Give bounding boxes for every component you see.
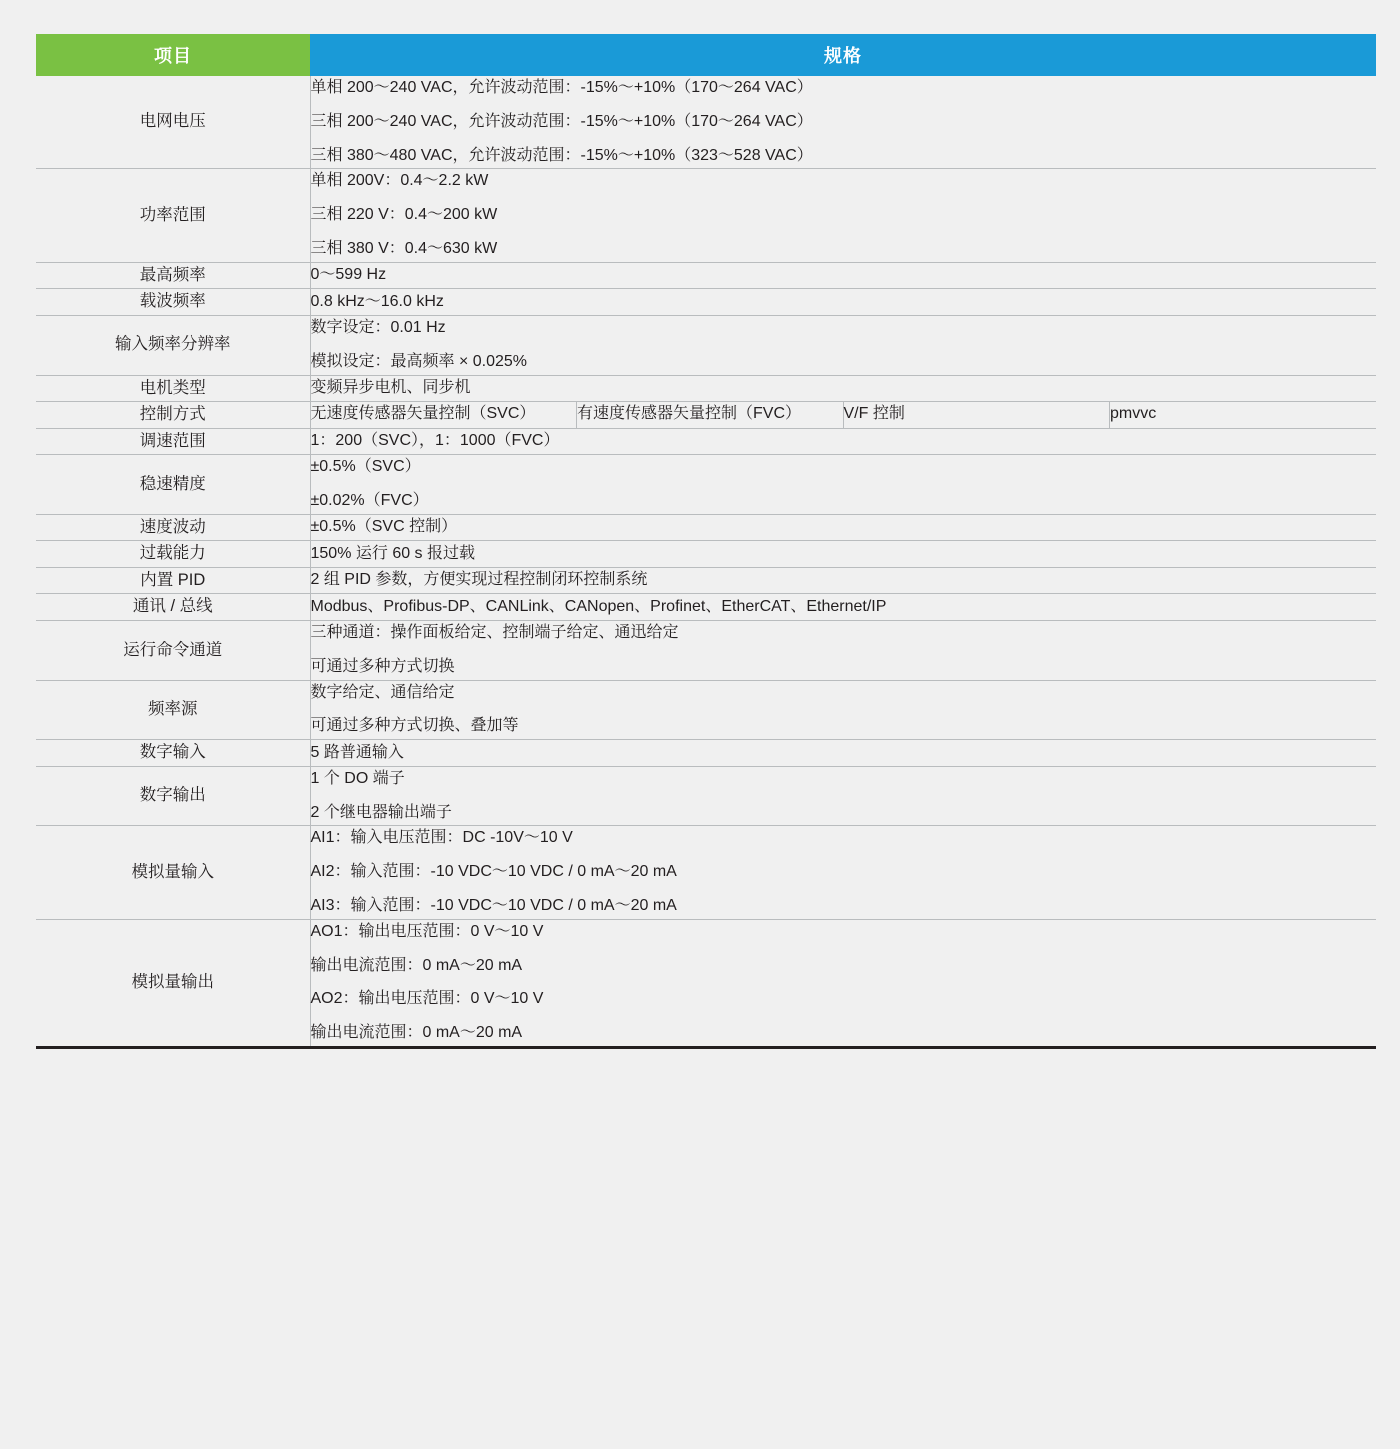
table-row	[36, 919, 1376, 1046]
table-row	[36, 169, 1376, 262]
row-label: 功率范围	[36, 169, 310, 262]
table-row	[36, 766, 1376, 826]
value-line: 变频异步电机、同步机	[310, 378, 471, 396]
row-value	[310, 455, 1376, 515]
row-value	[310, 740, 1376, 767]
value-line: 三相 200～240 VAC，允许波动范围：-15%～+10%（170～264 VAC）	[310, 112, 813, 130]
value-line: 0.8 kHz～16.0 kHz	[310, 292, 444, 310]
spec-sheet	[36, 34, 1376, 1049]
header-cell-item: 项目	[36, 34, 310, 76]
table-header	[36, 34, 1376, 76]
control-mode-pmvvc: pmvvc	[1110, 402, 1377, 429]
row-label: 模拟量输入	[36, 826, 310, 919]
table-row	[36, 514, 1376, 541]
row-label: 数字输入	[36, 740, 310, 767]
table-row	[36, 621, 1376, 681]
row-value	[310, 567, 1376, 594]
value-line: 输出电流范围：0 mA～20 mA	[310, 1024, 523, 1042]
header-row	[36, 34, 1376, 76]
row-value	[310, 289, 1376, 316]
row-label: 控制方式	[36, 402, 310, 429]
value-line: 三相 380 V：0.4～630 kW	[310, 239, 498, 257]
table-body	[36, 76, 1376, 1046]
value-line: 2 组 PID 参数，方便实现过程控制闭环控制系统	[310, 571, 648, 589]
header-cell-spec: 规格	[310, 34, 1376, 76]
row-value	[310, 375, 1376, 402]
table-row	[36, 375, 1376, 402]
row-value	[310, 428, 1376, 455]
control-mode-svc: 无速度传感器矢量控制（SVC）	[310, 402, 577, 429]
row-value	[310, 315, 1376, 375]
value-line: Modbus、Profibus-DP、CANLink、CANopen、Profinet、EtherCAT、Ethernet/IP	[310, 597, 887, 615]
row-value	[310, 919, 1376, 1046]
row-label: 电网电压	[36, 76, 310, 169]
row-label: 过载能力	[36, 541, 310, 568]
row-label: 数字输出	[36, 766, 310, 826]
value-line: 0～599 Hz	[310, 266, 387, 284]
value-line: AI1：输入电压范围：DC -10V～10 V	[310, 829, 573, 847]
value-line: AI3：输入范围：-10 VDC～10 VDC / 0 mA～20 mA	[310, 896, 677, 914]
row-value	[310, 76, 1376, 169]
row-value	[310, 262, 1376, 289]
value-line: 模拟设定：最高频率 × 0.025%	[310, 352, 528, 370]
table-row	[36, 428, 1376, 455]
table-row	[36, 541, 1376, 568]
row-value	[310, 169, 1376, 262]
row-value	[310, 621, 1376, 681]
row-label: 调速范围	[36, 428, 310, 455]
specification-table	[36, 34, 1376, 1046]
row-label: 最高频率	[36, 262, 310, 289]
row-label: 运行命令通道	[36, 621, 310, 681]
table-bottom-rule	[36, 1046, 1376, 1049]
row-label: 输入频率分辨率	[36, 315, 310, 375]
row-label: 频率源	[36, 680, 310, 740]
table-row	[36, 402, 1376, 429]
row-label: 载波频率	[36, 289, 310, 316]
value-line: ±0.02%（FVC）	[310, 491, 429, 509]
value-line: 可通过多种方式切换、叠加等	[310, 717, 519, 735]
row-label: 稳速精度	[36, 455, 310, 515]
value-line: 数字给定、通信给定	[310, 683, 455, 701]
row-label: 通讯 / 总线	[36, 594, 310, 621]
table-row	[36, 826, 1376, 919]
row-value	[310, 541, 1376, 568]
value-line: 1：200（SVC），1：1000（FVC）	[310, 432, 560, 449]
row-value	[310, 826, 1376, 919]
value-line: AO1：输出电压范围：0 V～10 V	[310, 922, 544, 940]
value-line: AO2：输出电压范围：0 V～10 V	[310, 990, 544, 1008]
value-line: 单相 200～240 VAC，允许波动范围：-15%～+10%（170～264 VAC）	[310, 79, 813, 96]
value-line: 可通过多种方式切换	[310, 657, 455, 675]
value-line: AI2：输入范围：-10 VDC～10 VDC / 0 mA～20 mA	[310, 863, 677, 881]
value-line: 数字设定：0.01 Hz	[310, 318, 446, 336]
value-line: 输出电流范围：0 mA～20 mA	[310, 956, 523, 974]
value-line: 2 个继电器输出端子	[310, 803, 452, 821]
table-row	[36, 567, 1376, 594]
table-row	[36, 594, 1376, 621]
control-mode-vf: V/F 控制	[843, 402, 1110, 429]
row-value	[310, 514, 1376, 541]
row-value	[310, 680, 1376, 740]
table-row	[36, 76, 1376, 169]
row-label: 电机类型	[36, 375, 310, 402]
row-label: 速度波动	[36, 514, 310, 541]
row-value	[310, 766, 1376, 826]
table-row	[36, 740, 1376, 767]
row-label: 模拟量输出	[36, 919, 310, 1046]
value-line: 5 路普通输入	[310, 743, 404, 761]
value-line: 150% 运行 60 s 报过载	[310, 544, 476, 562]
row-value	[310, 594, 1376, 621]
table-row	[36, 315, 1376, 375]
value-line: 三相 220 V：0.4～200 kW	[310, 206, 498, 224]
value-line: ±0.5%（SVC 控制）	[310, 518, 458, 536]
value-line: 三种通道：操作面板给定、控制端子给定、通迅给定	[310, 624, 679, 642]
table-row	[36, 289, 1376, 316]
row-label: 内置 PID	[36, 567, 310, 594]
value-line: ±0.5%（SVC）	[310, 458, 421, 476]
value-line: 单相 200V：0.4～2.2 kW	[310, 172, 489, 190]
control-mode-fvc: 有速度传感器矢量控制（FVC）	[577, 402, 844, 429]
table-row	[36, 680, 1376, 740]
value-line: 1 个 DO 端子	[310, 769, 405, 787]
table-row	[36, 262, 1376, 289]
value-line: 三相 380～480 VAC，允许波动范围：-15%～+10%（323～528 VAC）	[310, 146, 813, 164]
table-row	[36, 455, 1376, 515]
